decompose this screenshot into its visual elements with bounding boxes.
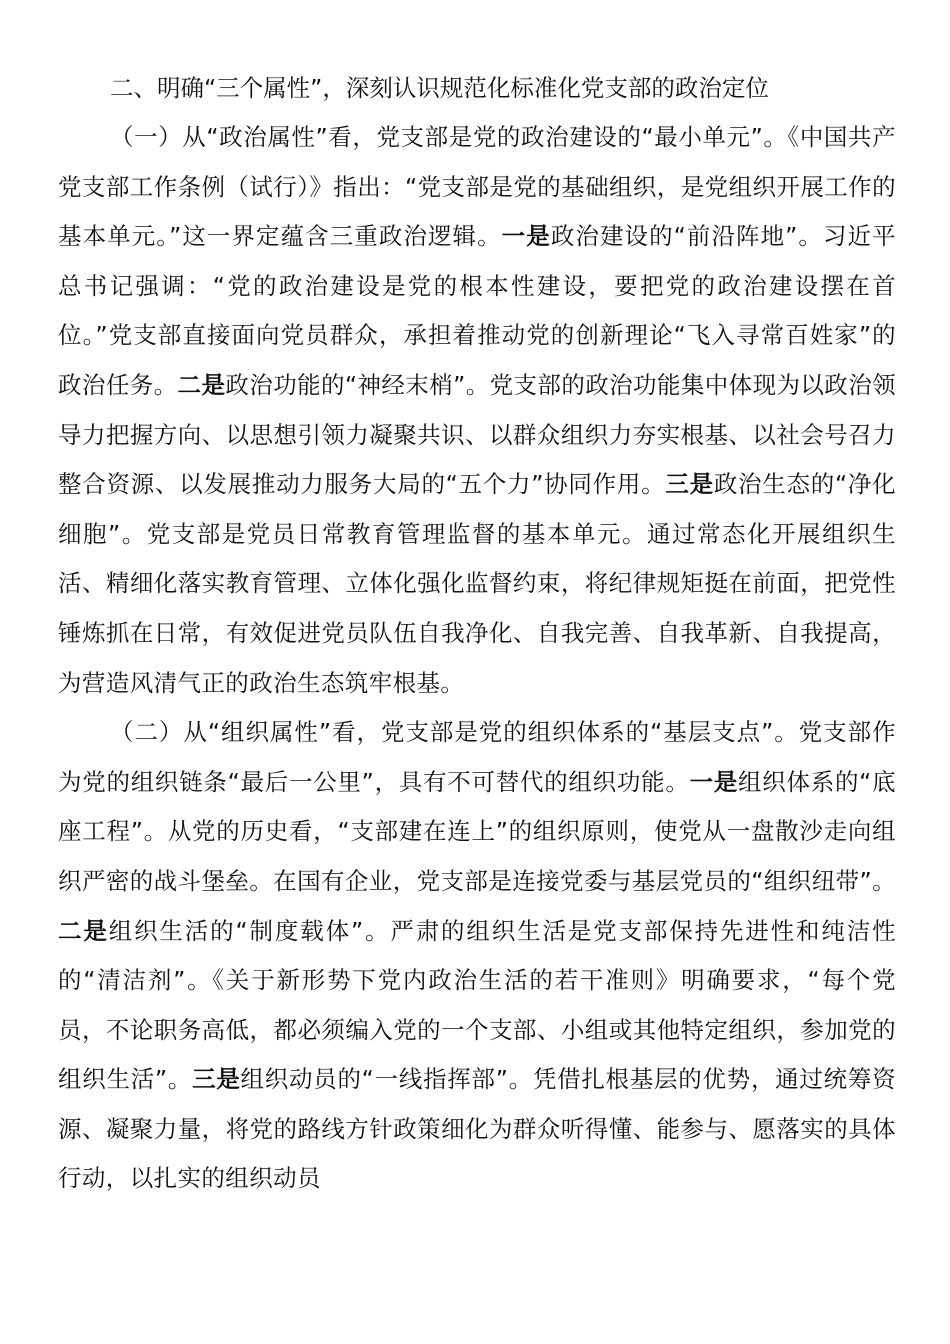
document-page	[58, 64, 896, 1204]
paragraph2-lead-2: 二是	[58, 916, 109, 945]
paragraph-organizational-attribute	[58, 708, 896, 1204]
paragraph2-text-3: 组织动员的“一线指挥部”。凭借扎根基层的优势，通过统筹资源、凝聚力量，将党的路线方针政策细化为群众听得懂、能参与、愿落实的具体行动，以扎实的组织动员	[58, 1065, 896, 1193]
paragraph1-text-1: 政治建设的“前沿阵地”。习近平总书记强调：“党的政治建设是党的根本性建设，要把党的政治建设摆在首位。”党支部直接面向党员群众，承担着推动党的创新理论“飞入寻常百姓家”的政治任务。	[58, 222, 896, 399]
paragraph2-intro: （二）从“组织属性”看，党支部是党的组织体系的“基层支点”。党支部作为党的组织链条“最后一公里”，具有不可替代的组织功能。	[58, 718, 896, 796]
paragraph1-lead-1: 一是	[501, 222, 551, 251]
paragraph1-text-3: 政治生态的“净化细胞”。党支部是党员日常教育管理监督的基本单元。通过常态化开展组织生活、精细化落实教育管理、立体化强化监督约束，将纪律规矩挺在前面，把党性锤炼抓在日常，有效促进党员队伍自我净化、自我完善、自我革新、自我提高，为营造风清气正的政治生态筑牢根基。	[58, 470, 896, 697]
paragraph1-text-2: 政治功能的“神经末梢”。党支部的政治功能集中体现为以政治领导力把握方向、以思想引领力凝聚共识、以群众组织力夯实根基、以社会号召力整合资源、以发展推动力服务大局的“五个力”协同作用。	[58, 370, 897, 499]
paragraph1-lead-3: 三是	[665, 470, 714, 499]
paragraph2-text-2: 组织生活的“制度载体”。严肃的组织生活是党支部保持先进性和纯洁性的“清洁剂”。《关于新形势下党内政治生活的若干准则》明确要求，“每个党员，不论职务高低，都必须编入党的一个支部、小组或其他特定组织，参加党的组织生活”。	[58, 916, 896, 1094]
paragraph2-text-1: 组织体系的“底座工程”。从党的历史看，“支部建在连上”的组织原则，使党从一盘散沙走向组织严密的战斗堡垒。在国有企业，党支部是连接党委与基层党员的“组织纽带”。	[58, 767, 896, 895]
section-heading: 二、明确“三个属性”，深刻认识规范化标准化党支部的政治定位	[110, 74, 769, 102]
paragraph-political-attribute	[58, 113, 896, 708]
paragraph2-lead-1: 一是	[689, 767, 739, 796]
paragraph1-intro: （一）从“政治属性”看，党支部是党的政治建设的“最小单元”。《中国共产党支部工作条例（试行）》指出：“党支部是党的基础组织，是党组织开展工作的基本单元。”这一界定蕴含三重政治逻辑。	[58, 123, 896, 251]
paragraph2-lead-3: 三是	[192, 1065, 241, 1094]
paragraph1-lead-2: 二是	[177, 370, 226, 399]
